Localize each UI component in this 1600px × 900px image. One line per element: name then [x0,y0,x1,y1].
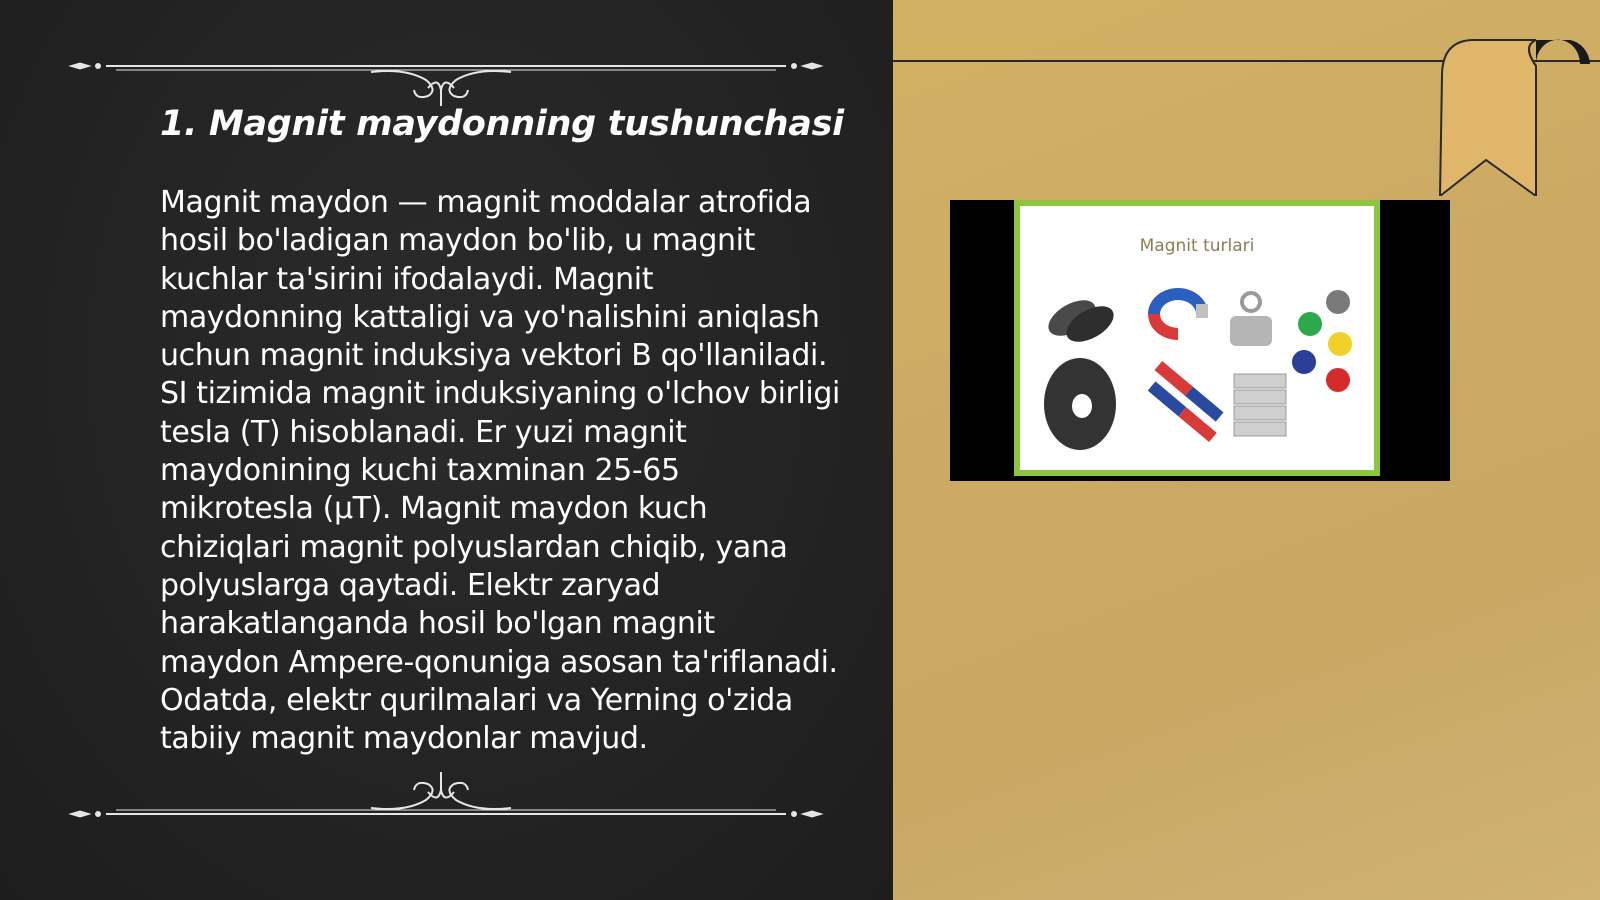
top-ornament-icon [66,50,826,110]
magnets-illustration [1020,274,1374,470]
slide-body-text: Magnit maydon — magnit moddalar atrofida hosil bo'ladigan maydon bo'lib, u magnit kuchlar ta'sirini ifodalaydi. Magnit maydonning kattaligi va yo'nalishini aniqlash uchun magnit induksiya vektori B qo'llaniladi. SI tizimida magnit induksiyaning o'lchov birligi tesla (T) hisoblanadi. Er yuzi magnit maydonining kuchi taxminan 25-65 mikrotesla (μT). Magnit maydon kuch chiziqlari magnit polyuslardan chiqib, yana polyuslarga qaytadi. Elektr zaryad harakatlanganda hosil bo'lgan magnit maydon Ampere-qonuniga asosan ta'riflanadi. Odatda, elektr qurilmalari va Yerning o'zida tabiiy magnit maydonlar mavjud. [160,185,840,757]
image-heading: Magnit turlari [1139,236,1255,256]
bookmark-ribbon-icon [1430,36,1600,196]
slide-title: 1. Magnit maydonning tushunchasi [160,104,844,144]
magnet-types-image [950,200,1450,481]
bottom-ornament-icon [66,770,826,830]
image-corner-tag: IT Taqdim [1307,208,1370,223]
image-slide-card [1014,200,1380,476]
